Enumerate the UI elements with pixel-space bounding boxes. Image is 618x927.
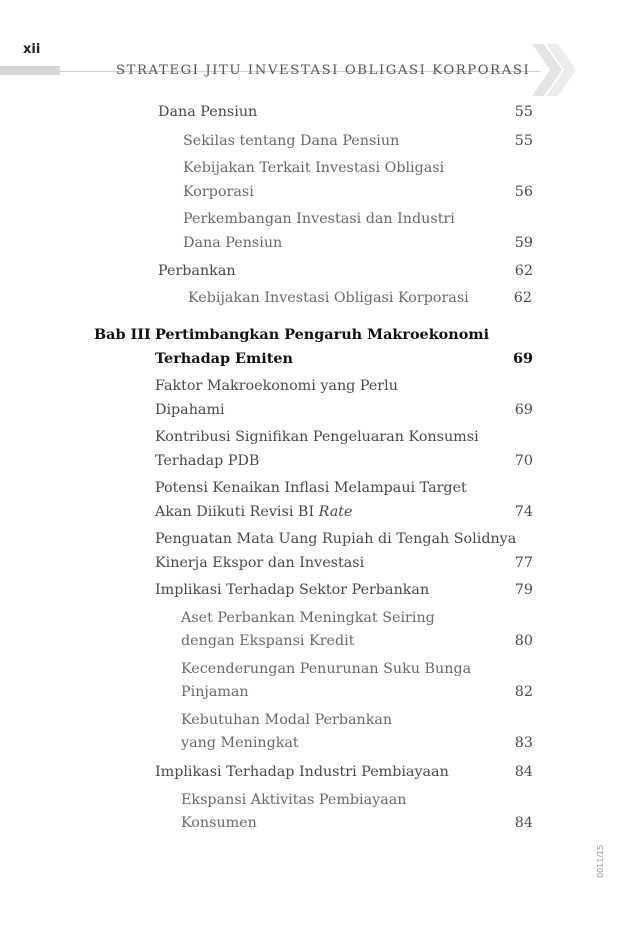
toc-entry-page: 55	[514, 104, 533, 120]
toc-entry-title-cont: Pinjaman	[181, 684, 249, 700]
toc-entry-title: Aset Perbankan Meningkat Seiring	[181, 610, 435, 626]
toc-entry-page: 77	[514, 555, 533, 571]
toc-entry-title: Kontribusi Signifikan Pengeluaran Konsumsi	[155, 429, 479, 445]
toc-entry-title: Perbankan	[158, 263, 236, 279]
toc-entry-title: Ekspansi Aktivitas Pembiayaan	[181, 792, 407, 808]
toc-entry-title: Kebutuhan Modal Perbankan	[181, 712, 393, 728]
toc-entry-page: 56	[514, 184, 533, 200]
toc-entry-page: 69	[514, 402, 533, 418]
toc-entry-page: 83	[514, 735, 533, 751]
toc-entry-title: Perkembangan Investasi dan Industri	[183, 211, 455, 227]
chapter-label: Bab III	[94, 326, 151, 343]
toc-entry-title-cont: Kinerja Ekspor dan Investasi	[155, 555, 365, 571]
toc-entry-title: Kebijakan Investasi Obligasi Korporasi	[188, 290, 469, 306]
toc-entry-title: Kecenderungan Penurunan Suku Bunga	[181, 661, 472, 677]
toc-entry-title: Penguatan Mata Uang Rupiah di Tengah Solidnya	[155, 531, 517, 547]
toc-entry-title-cont: Dana Pensiun	[183, 235, 283, 251]
toc-entry-title-cont: yang Meningkat	[181, 735, 299, 751]
chapter-title-cont: Terhadap Emiten	[155, 350, 293, 367]
toc-entry-title-cont	[155, 504, 352, 520]
toc-entry-page: 84	[514, 764, 533, 780]
toc-entry-title-cont: Konsumen	[181, 815, 257, 831]
toc-entry-page: 59	[514, 235, 533, 251]
toc-entry-title-cont: Dipahami	[155, 402, 225, 418]
toc-entry-page: 80	[514, 633, 533, 649]
toc-entry-page: 82	[514, 684, 533, 700]
toc-entry-title: Implikasi Terhadap Sektor Perbankan	[155, 582, 430, 598]
side-stamp: 0011/15	[596, 844, 605, 878]
toc-entry-title: Sekilas tentang Dana Pensiun	[183, 133, 400, 149]
toc-entry-title: Kebijakan Terkait Investasi Obligasi	[183, 160, 445, 176]
toc-entry-title: Implikasi Terhadap Industri Pembiayaan	[155, 764, 449, 780]
toc-entry-title: Dana Pensiun	[158, 104, 258, 120]
toc-entry-page: 79	[514, 582, 533, 598]
running-title: STRATEGI JITU INVESTASI OBLIGASI KORPORASI	[116, 63, 531, 78]
chapter-page: 69	[512, 350, 533, 367]
toc-entry-title-cont: Korporasi	[183, 184, 254, 200]
toc-entry-title: Faktor Makroekonomi yang Perlu	[155, 378, 398, 394]
toc-entry-title-cont: dengan Ekspansi Kredit	[181, 633, 355, 649]
page-number: xii	[23, 42, 41, 57]
toc-entry-page: 55	[514, 133, 533, 149]
toc-entry-page: 62	[513, 290, 532, 306]
toc-entry-page: 62	[514, 263, 533, 279]
toc-entry-page: 74	[514, 504, 533, 520]
toc-entry-text: Akan Diikuti Revisi BI	[155, 504, 319, 520]
toc-entry-page: 84	[514, 815, 533, 831]
toc-entry-title-cont: Terhadap PDB	[155, 453, 260, 469]
chapter-title: Pertimbangkan Pengaruh Makroekonomi	[155, 326, 490, 343]
toc-entry-title: Potensi Kenaikan Inflasi Melampaui Target	[155, 480, 467, 496]
toc-entry-page: 70	[514, 453, 533, 469]
toc-entry-italic: Rate	[318, 504, 353, 520]
